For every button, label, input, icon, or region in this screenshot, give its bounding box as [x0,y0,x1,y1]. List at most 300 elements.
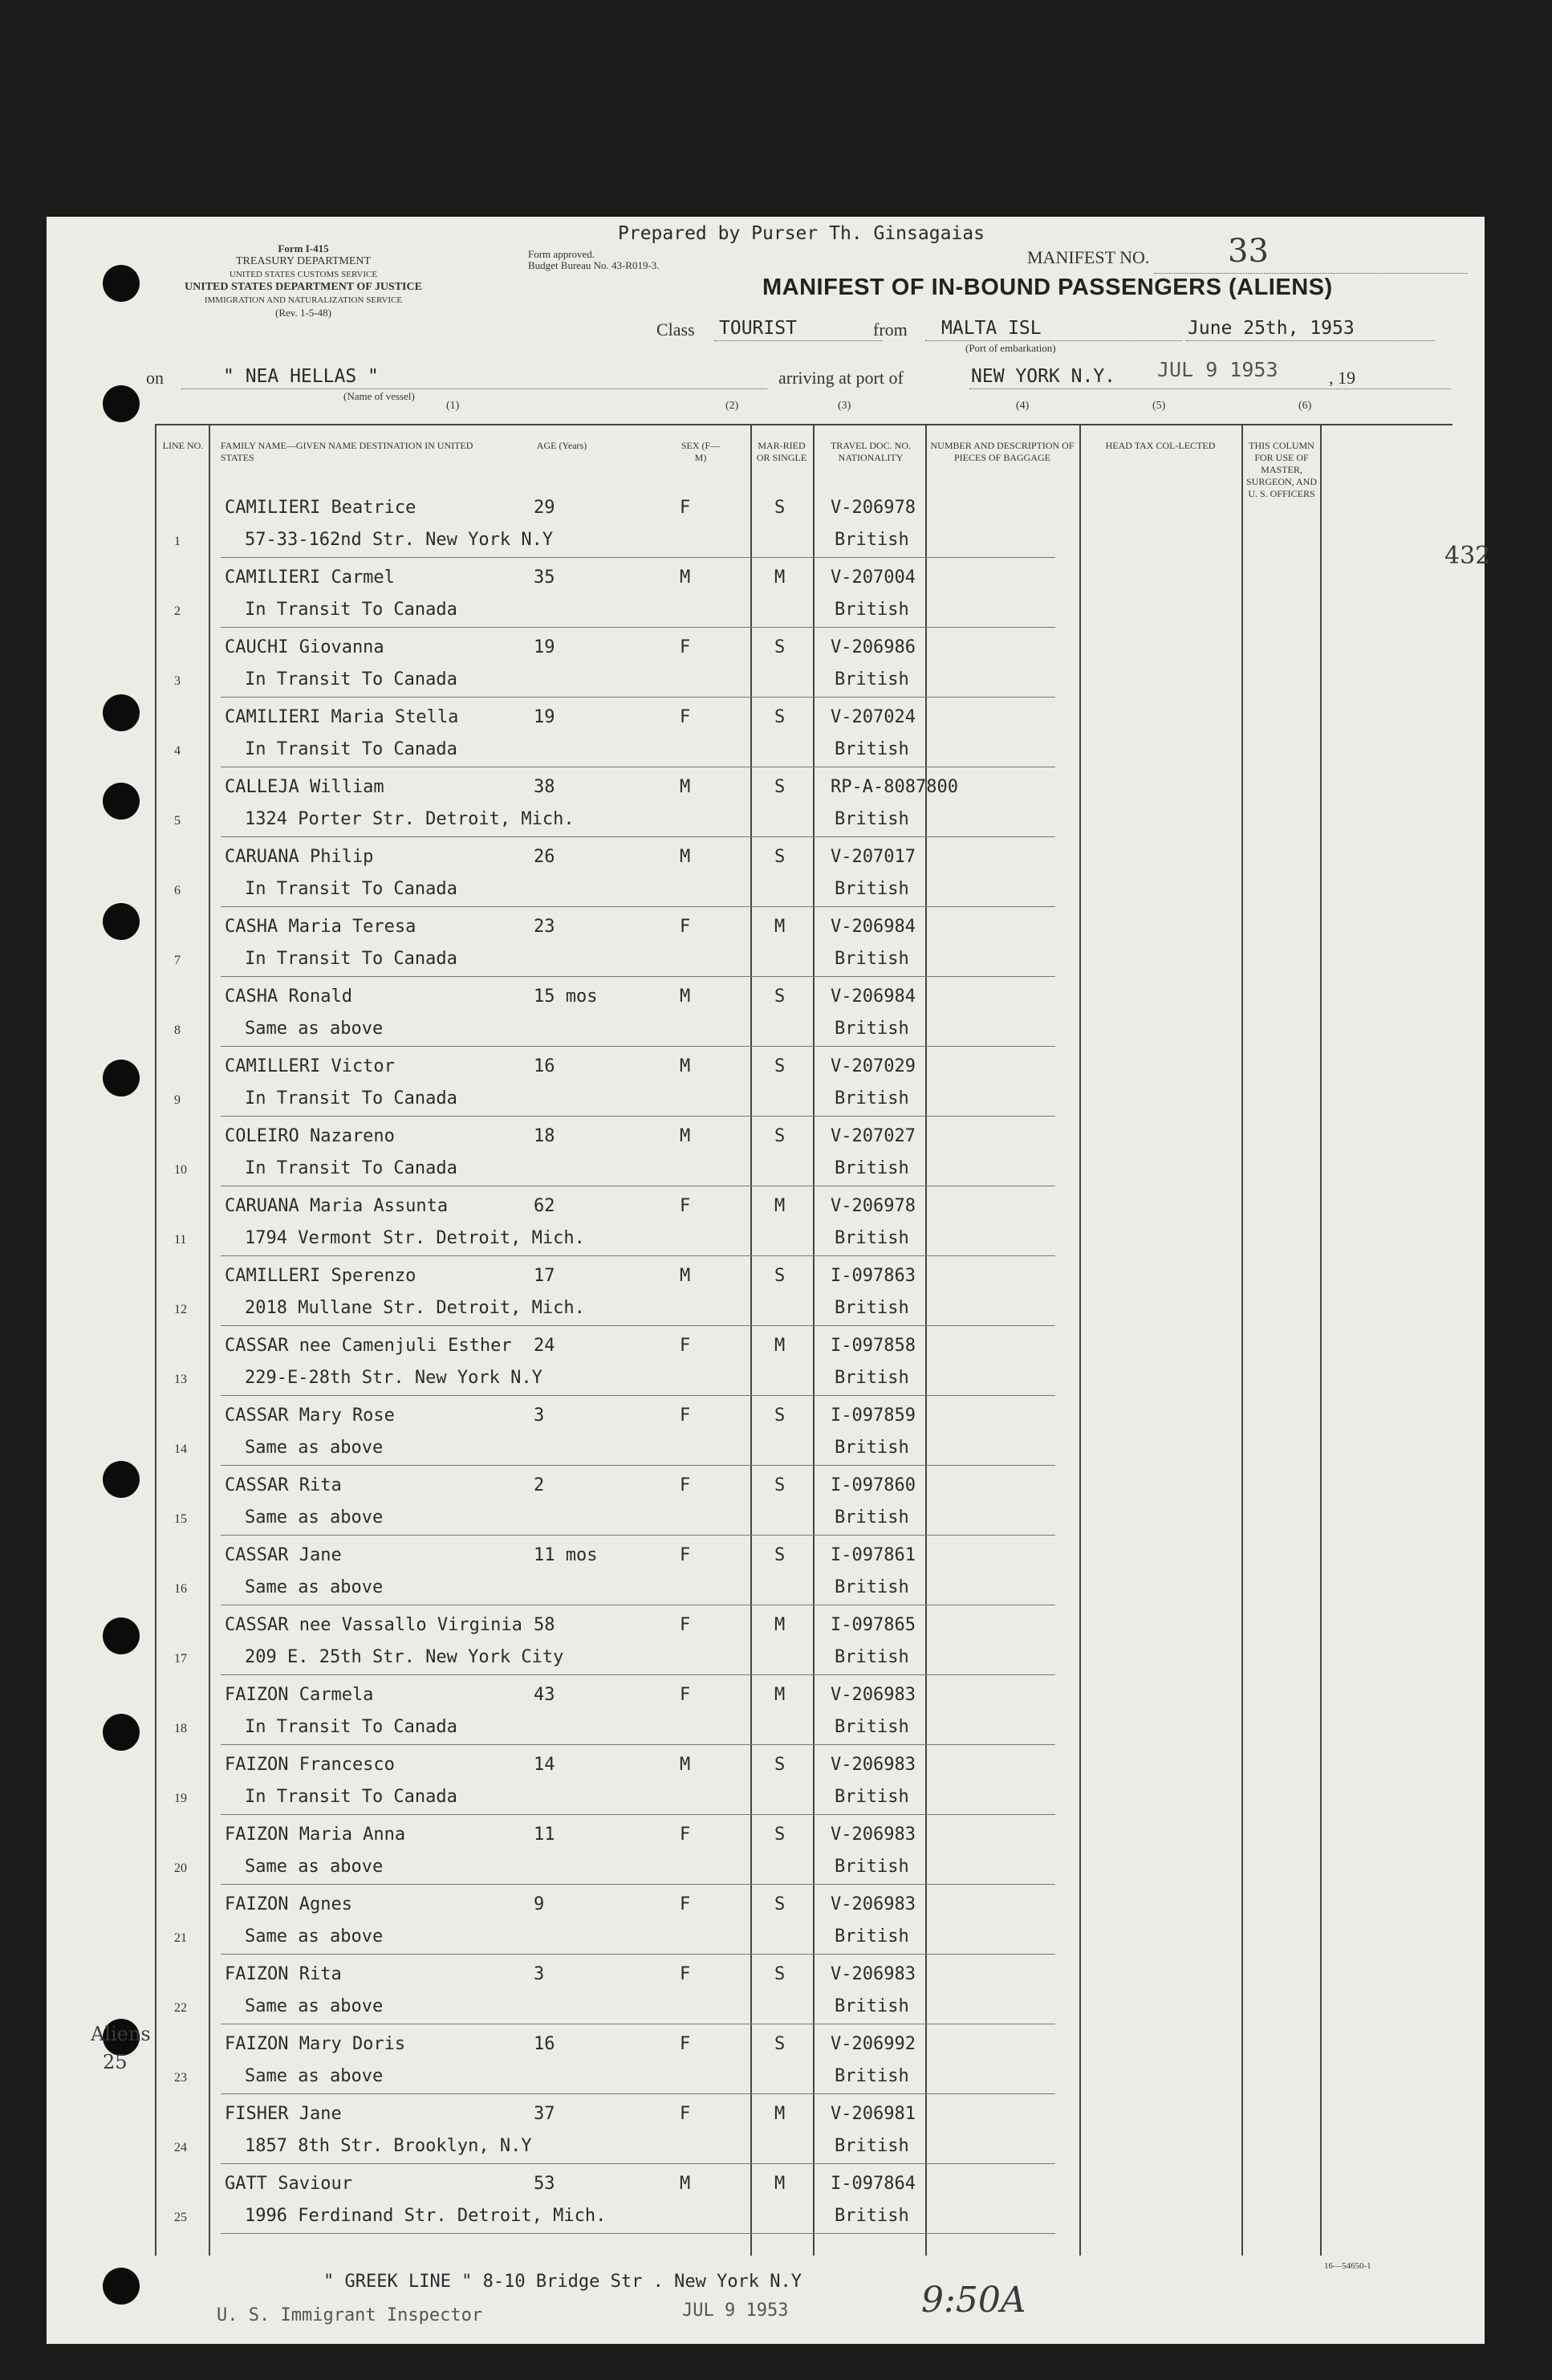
line-number: 11 [174,1233,187,1247]
col-sex: SEX (F—M) [681,440,721,463]
nationality: British [835,1857,909,1877]
marital-status: S [774,1894,786,1914]
marital-status: M [774,1196,786,1216]
passenger-name: CASSAR nee Vassallo Virginia [225,1615,522,1635]
line-number: 20 [174,1861,187,1875]
table-row [156,1328,1452,1397]
marital-status: M [774,1336,786,1356]
line-number: 24 [174,2141,187,2154]
row-divider [221,2093,1055,2094]
sex: F [680,2034,691,2054]
row-divider [221,1884,1055,1885]
destination: In Transit To Canada [245,949,457,969]
sex: F [680,498,691,518]
age: 37 [534,2104,555,2124]
row-divider [221,1535,1055,1536]
age: 9 [534,1894,545,1914]
col-officers: THIS COLUMN FOR USE OF MASTER, SURGEON, AND U. S. OFFICERS [1245,440,1317,499]
passenger-name: CAMILIERI Carmel [225,568,395,588]
passenger-name: CAMILIERI Beatrice [225,498,416,518]
marital-status: S [774,498,786,518]
justice-label: UNITED STATES DEPARTMENT OF JUSTICE [185,281,422,293]
line-number: 3 [174,674,181,688]
travel-doc-number: RP-A-8087800 [831,777,958,797]
passenger-name: CASSAR Jane [225,1545,342,1565]
passenger-name: CAMILIERI Maria Stella [225,707,459,727]
marital-status: S [774,777,786,797]
nationality: British [835,1507,909,1528]
line-number: 17 [174,1652,187,1666]
sex: F [680,2104,691,2124]
manifest-title: MANIFEST OF IN-BOUND PASSENGERS (ALIENS) [762,275,1333,300]
nationality: British [835,1298,909,1318]
shipping-line-address: " GREEK LINE " 8-10 Bridge Str . New York N.Y [323,2272,802,2292]
marital-status: S [774,637,786,657]
destination: 1324 Porter Str. Detroit, Mich. [245,809,575,829]
table-row [156,2096,1452,2166]
sex: F [680,1825,691,1845]
destination: Same as above [245,1438,384,1458]
age: 26 [534,847,555,867]
travel-doc-number: V-206984 [831,917,916,937]
line-number: 25 [174,2211,187,2224]
arrival-stamp: JUL 9 1953 [1157,358,1278,381]
travel-doc-number: V-207024 [831,707,916,727]
vessel-name: " NEA HELLAS " [223,366,379,387]
table-row [156,1747,1452,1817]
form-code: 16—54650-1 [1324,2261,1371,2271]
age: 38 [534,777,555,797]
table-row [156,490,1452,559]
age: 19 [534,707,555,727]
sex: M [680,777,691,797]
column-number-5: (5) [1152,400,1166,412]
marital-status: M [774,568,786,588]
nationality: British [835,600,909,620]
destination: 1794 Vermont Str. Detroit, Mich. [245,1228,585,1248]
sex: F [680,1475,691,1495]
travel-doc-number: V-206983 [831,1825,916,1845]
form-number: Form I-415 [278,242,329,254]
marital-status: S [774,1475,786,1495]
col-baggage: NUMBER AND DESCRIPTION OF PIECES OF BAGGAGE [930,440,1075,463]
passenger-name: CARUANA Philip [225,847,374,867]
line-number: 22 [174,2001,187,2015]
line-number: 21 [174,1931,187,1945]
line-number: 10 [174,1163,187,1177]
sex: M [680,2174,691,2194]
passenger-name: CASHA Ronald [225,987,352,1007]
sex: F [680,1894,691,1914]
inspector-label: U. S. Immigrant Inspector [217,2305,483,2325]
table-row [156,629,1452,699]
passenger-name: FISHER Jane [225,2104,342,2124]
passenger-table [155,424,1491,2256]
travel-doc-number: V-206983 [831,1894,916,1914]
nationality: British [835,1577,909,1597]
column-number-6: (6) [1298,400,1312,412]
travel-doc-number: V-206984 [831,987,916,1007]
travel-doc-number: V-206978 [831,498,916,518]
table-row [156,1397,1452,1467]
line-number: 7 [174,954,181,967]
row-divider [221,697,1055,698]
row-divider [221,1954,1055,1955]
age: 11 mos [534,1545,598,1565]
age: 3 [534,1406,545,1426]
travel-doc-number: V-206983 [831,1964,916,1984]
nationality: British [835,1158,909,1178]
nationality: British [835,1228,909,1248]
travel-doc-number: I-097861 [831,1545,916,1565]
travel-doc-number: V-206983 [831,1685,916,1705]
destination: In Transit To Canada [245,739,457,759]
destination: 1996 Ferdinand Str. Detroit, Mich. [245,2206,607,2226]
punch-hole [103,783,140,820]
col-age: AGE (Years) [536,440,587,451]
destination: 1857 8th Str. Brooklyn, N.Y [245,2136,532,2156]
table-row [156,1537,1452,1607]
table-row [156,1677,1452,1747]
form-approved: Form approved. [528,248,595,260]
manifest-number: 33 [1228,233,1269,270]
punch-hole [103,1461,140,1498]
table-row [156,1258,1452,1328]
sex: M [680,1056,691,1076]
row-divider [221,1814,1055,1815]
nationality: British [835,949,909,969]
marital-status: S [774,1964,786,1984]
sex: F [680,1336,691,1356]
agency-block [135,242,472,319]
arriving-port: NEW YORK N.Y. [971,366,1116,387]
table-row [156,1048,1452,1118]
sex: M [680,847,691,867]
customs-label: UNITED STATES CUSTOMS SERVICE [229,270,378,279]
column-number-1: (1) [446,400,460,412]
marital-status: M [774,1615,786,1635]
passenger-name: CASSAR Mary Rose [225,1406,395,1426]
sex: M [680,1755,691,1775]
table-row [156,559,1452,629]
punch-hole [103,2268,140,2305]
age: 58 [534,1615,555,1635]
nationality: British [835,2066,909,2086]
travel-doc-number: I-097858 [831,1336,916,1356]
age: 3 [534,1964,545,1984]
destination: In Transit To Canada [245,1787,457,1807]
travel-doc-number: I-097864 [831,2174,916,2194]
destination: Same as above [245,1857,384,1877]
passenger-name: CAMILLERI Victor [225,1056,395,1076]
manifest-page [47,217,1491,2344]
row-divider [221,1046,1055,1047]
row-divider [221,627,1055,628]
table-row [156,1188,1452,1258]
age: 53 [534,2174,555,2194]
age: 16 [534,2034,555,2054]
marital-status: S [774,707,786,727]
budget-number: Budget Bureau No. 43-R019-3. [528,259,660,271]
row-divider [221,1744,1055,1745]
travel-doc-number: V-206986 [831,637,916,657]
marital-status: M [774,917,786,937]
line-number: 14 [174,1442,187,1456]
sex: F [680,1964,691,1984]
column-number-4: (4) [1016,400,1030,412]
table-row [156,2026,1452,2096]
sex: F [680,1615,691,1635]
nationality: British [835,2206,909,2226]
line-number: 4 [174,744,181,758]
on-label: on [146,368,164,388]
marital-status: M [774,1685,786,1705]
nationality: British [835,1438,909,1458]
passenger-name: FAIZON Francesco [225,1755,395,1775]
marital-status: M [774,2174,786,2194]
manifest-label: MANIFEST NO. [1027,247,1150,267]
passenger-name: FAIZON Carmela [225,1685,374,1705]
destination: In Transit To Canada [245,1717,457,1737]
nationality: British [835,1647,909,1667]
nationality: British [835,1019,909,1039]
sex: F [680,637,691,657]
from-label: from [873,319,908,340]
passenger-name: CAMILLERI Sperenzo [225,1266,416,1286]
passenger-name: CALLEJA William [225,777,384,797]
travel-doc-number: V-206992 [831,2034,916,2054]
passenger-name: FAIZON Maria Anna [225,1825,406,1845]
destination: Same as above [245,1577,384,1597]
age: 18 [534,1126,555,1146]
col-line-no: LINE NO. [162,440,204,451]
nationality: British [835,1787,909,1807]
table-row [156,769,1452,839]
aliens-count: 25 [103,2051,128,2073]
nationality: British [835,1368,909,1388]
class-label: Class [656,319,695,340]
line-number: 9 [174,1093,181,1107]
vessel-caption: (Name of vessel) [343,390,415,402]
line-number: 12 [174,1303,187,1316]
age: 15 mos [534,987,598,1007]
marital-status: M [774,2104,786,2124]
passenger-name: CAUCHI Giovanna [225,637,384,657]
marital-status: S [774,987,786,1007]
handwritten-time: 9:50A [921,2280,1026,2321]
table-row [156,1886,1452,1956]
marital-status: S [774,1056,786,1076]
table-row [156,2166,1452,2236]
travel-doc-number: V-207027 [831,1126,916,1146]
destination: Same as above [245,1019,384,1039]
passenger-name: CASSAR nee Camenjuli Esther [225,1336,512,1356]
table-row [156,978,1452,1048]
age: 24 [534,1336,555,1356]
sex: M [680,987,691,1007]
nationality: British [835,739,909,759]
prepared-by: Prepared by Purser Th. Ginsagaias [618,223,985,244]
sex: F [680,1406,691,1426]
row-divider [221,1674,1055,1675]
age: 19 [534,637,555,657]
arriving-label: arriving at port of [778,368,904,388]
line-number: 19 [174,1792,187,1805]
year-suffix: , 19 [1329,368,1355,388]
line-number: 18 [174,1722,187,1735]
nationality: British [835,1717,909,1737]
nationality: British [835,530,909,550]
destination: In Transit To Canada [245,1158,457,1178]
destination: In Transit To Canada [245,600,457,620]
marital-status: S [774,847,786,867]
marital-status: S [774,2034,786,2054]
sex: F [680,1685,691,1705]
passenger-name: GATT Saviour [225,2174,352,2194]
nationality: British [835,1996,909,2016]
nationality: British [835,809,909,829]
passenger-name: CARUANA Maria Assunta [225,1196,449,1216]
ins-label: IMMIGRATION AND NATURALIZATION SERVICE [204,295,403,305]
punch-hole [103,1714,140,1751]
col-name: FAMILY NAME—GIVEN NAME DESTINATION IN UNITED STATES [221,440,473,463]
age: 62 [534,1196,555,1216]
col-travel-doc: TRAVEL DOC. NO. NATIONALITY [830,440,911,463]
destination: In Transit To Canada [245,879,457,899]
sailing-date: June 25th, 1953 [1188,318,1355,339]
line-number: 8 [174,1023,181,1037]
aliens-label: Aliens [91,2023,151,2045]
nationality: British [835,1926,909,1947]
row-divider [221,906,1055,907]
sex: F [680,917,691,937]
age: 29 [534,498,555,518]
line-number: 6 [174,884,181,897]
travel-doc-number: I-097859 [831,1406,916,1426]
line-number: 5 [174,814,181,828]
punch-hole [103,1617,140,1654]
line-number: 23 [174,2071,187,2085]
passenger-name: FAIZON Mary Doris [225,2034,406,2054]
table-row [156,1118,1452,1188]
line-number: 16 [174,1582,187,1596]
travel-doc-number: V-206983 [831,1755,916,1775]
travel-doc-number: V-207004 [831,568,916,588]
age: 11 [534,1825,555,1845]
line-number: 13 [174,1373,187,1386]
table-row [156,909,1452,978]
line-number: 1 [174,535,181,548]
travel-doc-number: V-206981 [831,2104,916,2124]
table-row [156,1817,1452,1886]
sex: F [680,707,691,727]
row-divider [221,1116,1055,1117]
travel-doc-number: V-207029 [831,1056,916,1076]
row-divider [221,976,1055,977]
treasury-label: TREASURY DEPARTMENT [235,255,372,267]
table-row [156,1607,1452,1677]
table-row [156,699,1452,769]
passenger-name: FAIZON Agnes [225,1894,352,1914]
class-value: TOURIST [719,318,797,339]
marital-status: S [774,1825,786,1845]
officer-annotation: 432 [1444,542,1491,570]
punch-hole [103,1060,140,1096]
port-embark-caption: (Port of embarkation) [965,342,1056,354]
destination: In Transit To Canada [245,669,457,690]
passenger-name: COLEIRO Nazareno [225,1126,395,1146]
travel-doc-number: I-097865 [831,1615,916,1635]
destination: Same as above [245,1996,384,2016]
row-divider [221,1325,1055,1326]
age: 43 [534,1685,555,1705]
table-row [156,1956,1452,2026]
table-row [156,1467,1452,1537]
sex: M [680,1266,691,1286]
sex: F [680,1196,691,1216]
col-head-tax: HEAD TAX COL-LECTED [1105,440,1216,451]
age: 2 [534,1475,545,1495]
from-value: MALTA ISL [941,318,1042,339]
nationality: British [835,2136,909,2156]
line-number: 2 [174,604,181,618]
col-married: MAR-RIED OR SINGLE [756,440,807,463]
destination: Same as above [245,2066,384,2086]
passenger-name: FAIZON Rita [225,1964,342,1984]
row-divider [221,557,1055,558]
sex: F [680,1545,691,1565]
table-row [156,839,1452,909]
travel-doc-number: I-097863 [831,1266,916,1286]
sex: M [680,568,691,588]
travel-doc-number: I-097860 [831,1475,916,1495]
travel-doc-number: V-207017 [831,847,916,867]
row-divider [221,1465,1055,1466]
age: 14 [534,1755,555,1775]
age: 16 [534,1056,555,1076]
nationality: British [835,1088,909,1109]
destination: 2018 Mullane Str. Detroit, Mich. [245,1298,585,1318]
revision-label: (Rev. 1-5-48) [275,307,331,319]
line-number: 15 [174,1512,187,1526]
sex: M [680,1126,691,1146]
nationality: British [835,879,909,899]
column-number-2: (2) [725,400,739,412]
age: 23 [534,917,555,937]
punch-hole [103,385,140,422]
marital-status: S [774,1266,786,1286]
row-divider [221,1255,1055,1256]
age: 35 [534,568,555,588]
marital-status: S [774,1126,786,1146]
age: 17 [534,1266,555,1286]
destination: Same as above [245,1507,384,1528]
form-approved-block [528,249,660,271]
passenger-name: CASSAR Rita [225,1475,342,1495]
destination: In Transit To Canada [245,1088,457,1109]
destination: 229-E-28th Str. New York N.Y [245,1368,542,1388]
punch-hole [103,694,140,731]
row-divider [221,836,1055,837]
column-number-3: (3) [838,400,851,412]
marital-status: S [774,1755,786,1775]
travel-doc-number: V-206978 [831,1196,916,1216]
marital-status: S [774,1406,786,1426]
nationality: British [835,669,909,690]
row-divider [221,2163,1055,2164]
destination: Same as above [245,1926,384,1947]
row-divider [221,1395,1055,1396]
